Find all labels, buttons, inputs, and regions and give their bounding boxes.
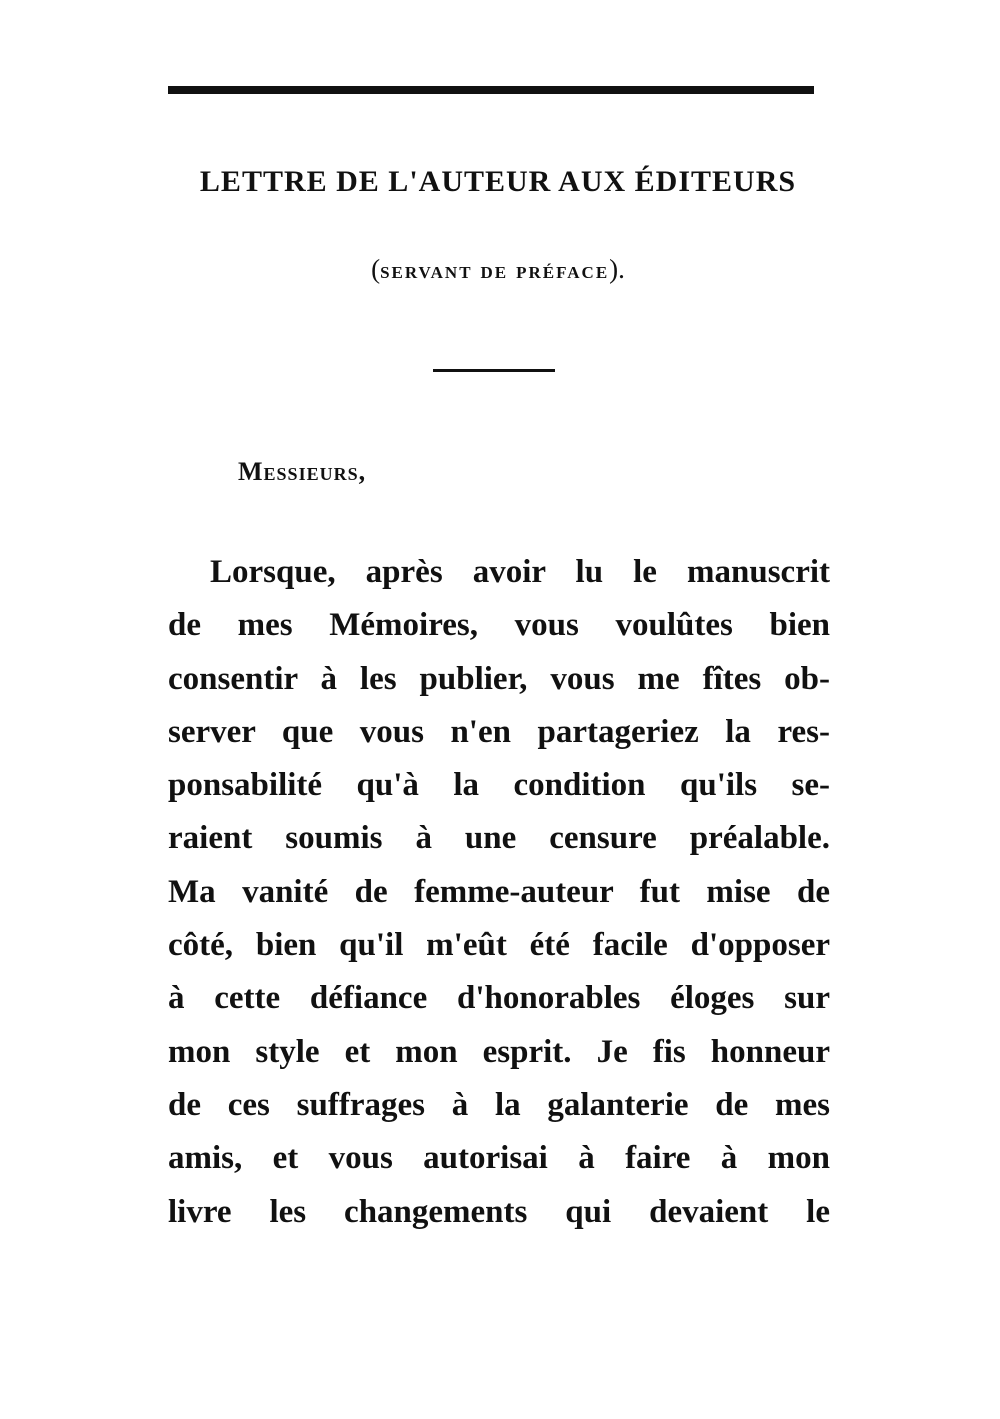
subheading-close-paren: ).	[609, 254, 625, 284]
body-line: de ces suffrages à la galanterie de mes	[168, 1086, 830, 1123]
chapter-subheading	[168, 254, 828, 285]
body-line: côté, bien qu'il m'eût été facile d'opposer	[168, 927, 830, 964]
body-line: Ma vanité de femme-auteur fut mise de	[168, 873, 830, 910]
chapter-heading: LETTRE DE L'AUTEUR AUX ÉDITEURS	[199, 165, 797, 198]
salutation: Messieurs,	[238, 457, 367, 486]
body-line: de mes Mémoires, vous voulûtes bien	[168, 607, 830, 644]
short-rule-divider	[433, 369, 555, 372]
top-rule-divider	[168, 86, 814, 94]
body-line: amis, et vous autorisai à faire à mon	[168, 1140, 830, 1177]
body-line: livre les changements qui devaient le	[168, 1193, 830, 1230]
body-line: ponsabilité qu'à la condition qu'ils se-	[168, 767, 830, 804]
body-line: à cette défiance d'honorables éloges sur	[168, 980, 830, 1017]
subheading-open-paren: (	[371, 254, 381, 284]
body-line: server que vous n'en partageriez la res-	[168, 713, 830, 750]
body-line: consentir à les publier, vous me fîtes ob-	[168, 660, 830, 697]
body-paragraph	[168, 546, 830, 1239]
body-line: raient soumis à une censure préalable.	[168, 820, 830, 857]
subheading-text: servant de préface	[380, 258, 610, 284]
body-line: Lorsque, après avoir lu le manuscrit	[210, 554, 830, 590]
body-line: mon style et mon esprit. Je fis honneur	[168, 1033, 830, 1070]
